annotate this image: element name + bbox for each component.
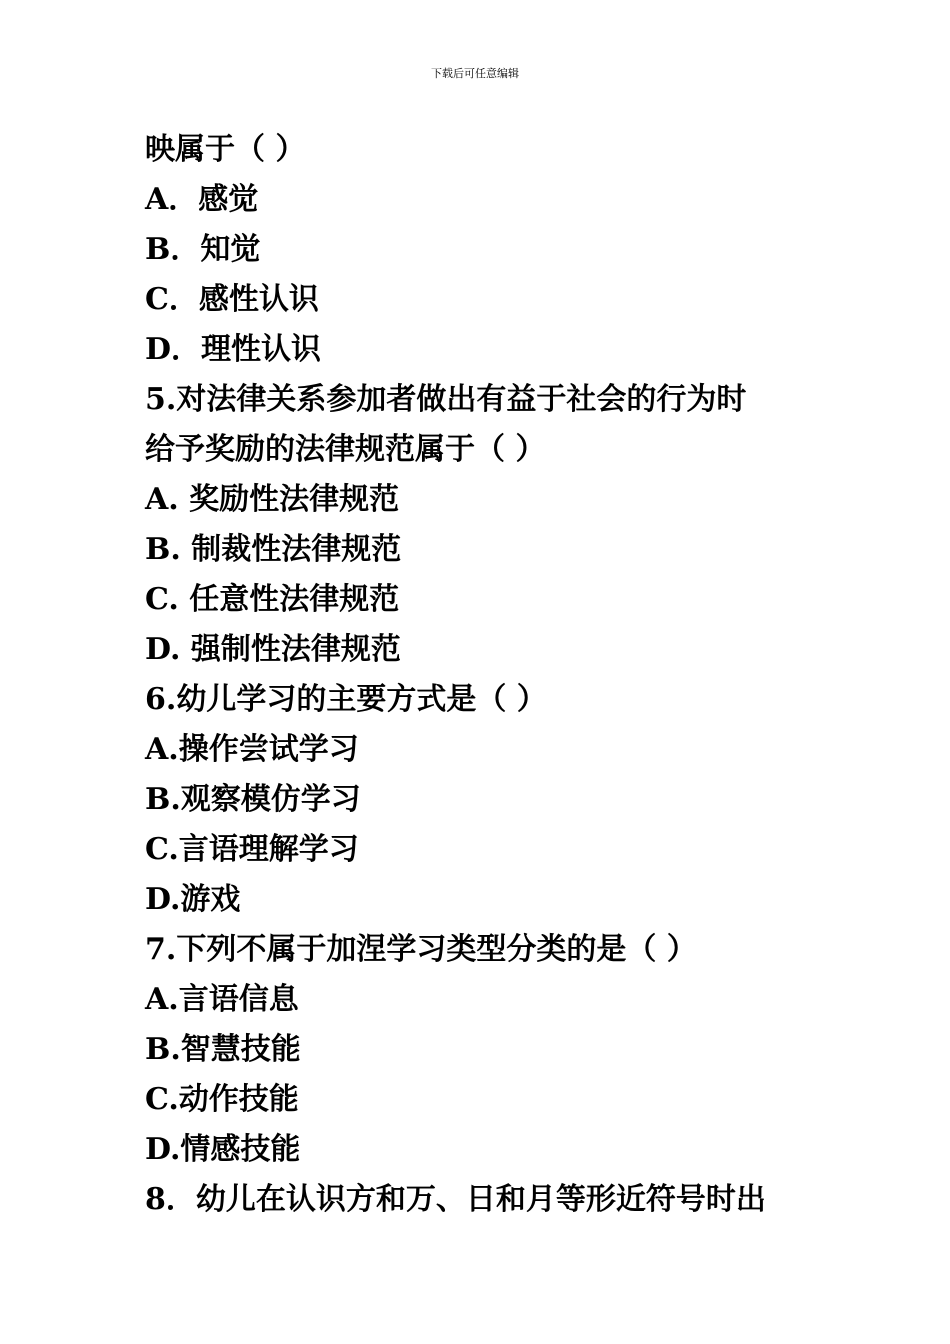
option-a: A．感觉 xyxy=(145,182,259,217)
question-6-option-a: A.操作尝试学习 xyxy=(145,732,359,767)
question-5-option-c: C. 任意性法律规范 xyxy=(145,582,400,617)
option-d: D．理性认识 xyxy=(145,332,322,367)
option-b: B．知觉 xyxy=(145,232,261,267)
question-7-stem: 7.下列不属于加涅学习类型分类的是（ ） xyxy=(145,932,697,967)
question-5-option-d: D. 强制性法律规范 xyxy=(145,632,401,667)
question-6-stem: 6.幼儿学习的主要方式是（ ） xyxy=(145,682,547,717)
question-7-option-d: D.情感技能 xyxy=(145,1132,301,1167)
question-5-option-a: A. 奖励性法律规范 xyxy=(145,482,400,517)
question-7-option-c: C.动作技能 xyxy=(145,1082,299,1117)
question-5-stem-continuation: 给予奖励的法律规范属于（ ） xyxy=(145,432,546,467)
question-6-option-b: B.观察模仿学习 xyxy=(145,782,361,817)
question-stem-continuation: 映属于（ ） xyxy=(145,132,306,167)
question-5-stem: 5.对法律关系参加者做出有益于社会的行为时 xyxy=(145,382,747,417)
page-header: 下载后可任意编辑 xyxy=(431,67,519,80)
question-7-option-b: B.智慧技能 xyxy=(145,1032,301,1067)
question-6-option-c: C.言语理解学习 xyxy=(145,832,359,867)
question-5-option-b: B. 制裁性法律规范 xyxy=(145,532,402,567)
question-7-option-a: A.言语信息 xyxy=(145,982,299,1017)
document-body xyxy=(145,125,845,1225)
question-8-stem: 8．幼儿在认识方和万、日和月等形近符号时出 xyxy=(145,1182,766,1217)
question-6-option-d: D.游戏 xyxy=(145,882,241,917)
option-c: C．感性认识 xyxy=(145,282,319,317)
